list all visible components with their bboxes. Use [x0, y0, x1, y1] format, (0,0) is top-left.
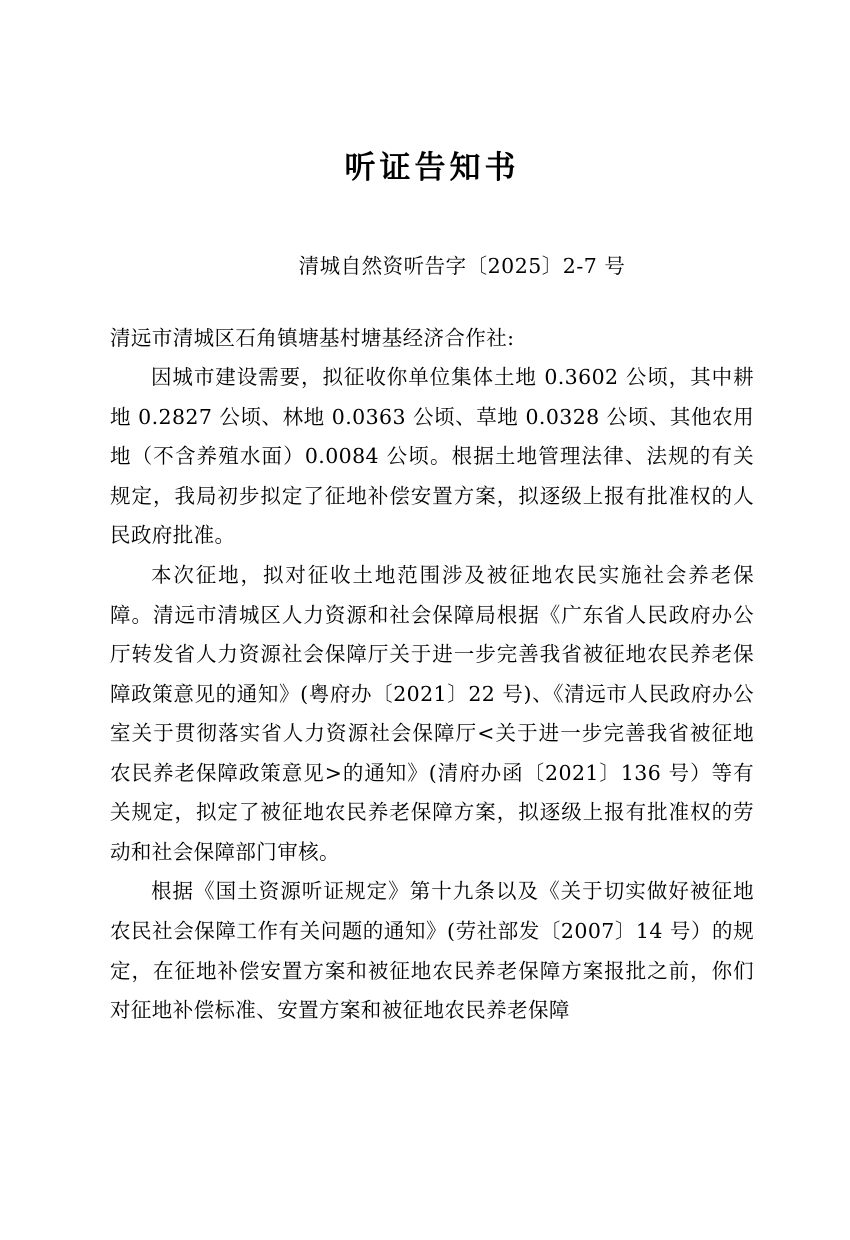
- document-number: 清城自然资听告字〔2025〕2-7 号: [298, 254, 626, 279]
- body-paragraph-2: 本次征地，拟对征收土地范围涉及被征地农民实施社会养老保障。清远市清城区人力资源和社会保障局根据《广东省人民政府办公厅转发省人力资源社会保障厅关于进一步完善我省被征地农民养老保障政策意见的通知》(粤府办〔2021〕22 号)、《清远市人民政府办公室关于贯彻落实省人力资源社会保障厅<关于进一步完善我省被征地农民养老保障政策意见>的通知》(清府办函〔2021〕136 号）等有关规定，拟定了被征地农民养老保障方案，拟逐级上报有批准权的劳动和社会保障部门审核。: [110, 562, 754, 864]
- body-paragraph-1: 因城市建设需要，拟征收你单位集体土地 0.3602 公顷，其中耕地 0.2827 公顷、林地 0.0363 公顷、草地 0.0328 公顷、其他农用地（不含养殖水面）0.0084 公顷。根据土地管理法律、法规的有关规定，我局初步拟定了征地补偿安置方案，拟逐级上报有批准权的人民政府批准。: [110, 365, 754, 548]
- body-paragraph-3: 根据《国土资源听证规定》第十九条以及《关于切实做好被征地农民社会保障工作有关问题的通知》(劳社部发〔2007〕14 号）的规定，在征地补偿安置方案和被征地农民养老保障方案报批之前，你们对征地补偿标准、安置方案和被征地农民养老保障: [110, 879, 754, 1023]
- page-title: 听证告知书: [344, 150, 520, 186]
- addressee-line: 清远市清城区石角镇塘基村塘基经济合作社:: [110, 326, 515, 351]
